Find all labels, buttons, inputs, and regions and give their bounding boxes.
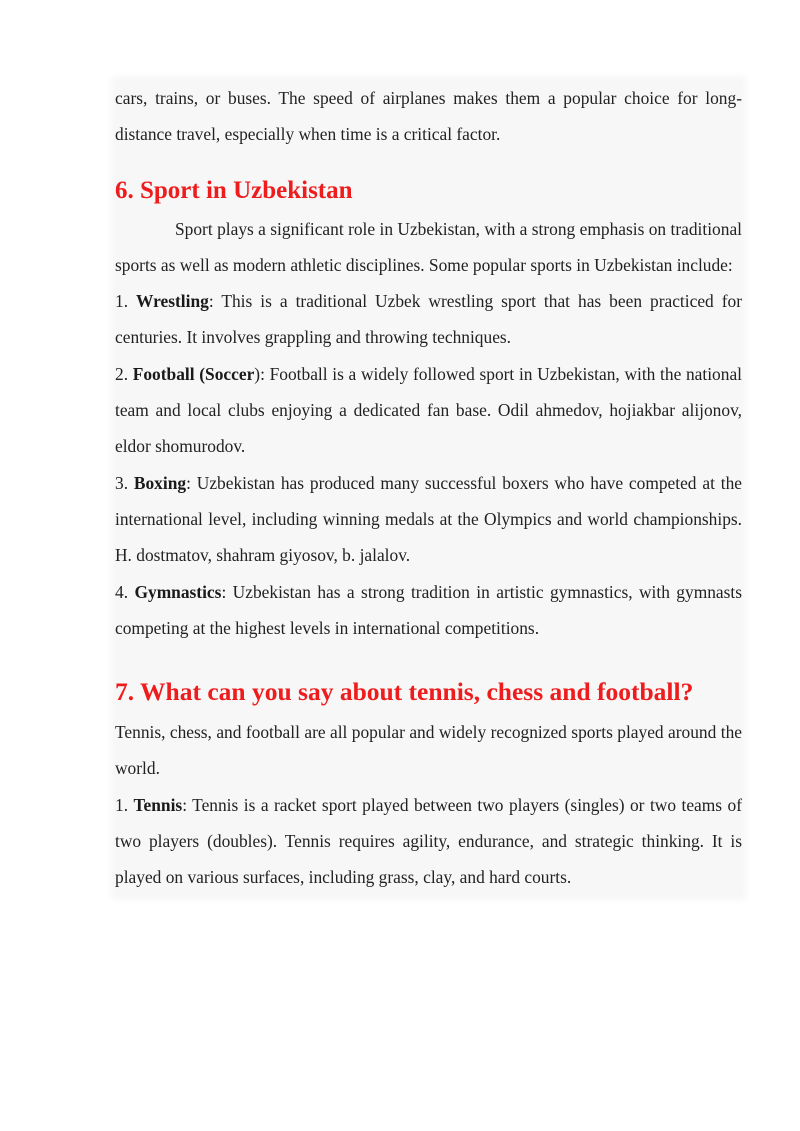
list-item-text: : Uzbekistan has produced many successful boxers who have competed at the international level, including winning medals at the Olympics and world championships. H. dostmatov, shahram giyosov, b. jalalov.: [115, 472, 742, 566]
list-item-number: 2.: [115, 363, 133, 384]
list-item-number: 1.: [115, 291, 137, 312]
list-item-number: 3.: [115, 472, 134, 493]
section-6-heading: 6. Sport in Uzbekistan: [115, 176, 353, 204]
list-item-text: : This is a traditional Uzbek wrestling sport that has been practiced for centuries. It involves grappling and throwing techniques.: [115, 291, 743, 348]
list-item-text: : Tennis is a racket sport played between two players (singles) or two teams of two players (doubles). Tennis requires agility, endurance, and strategic thinking. It is played on various surfaces, including grass, clay, and hard courts.: [115, 794, 743, 888]
list-item-tennis: [115, 787, 742, 896]
list-item-wrestling: [115, 283, 742, 356]
page-content: [115, 80, 742, 896]
list-item-term: Football (Soccer: [132, 363, 255, 384]
list-item-term: Gymnastics: [134, 581, 222, 602]
section-6-intro: Sport plays a significant role in Uzbekistan, with a strong emphasis on traditional sports as well as modern athletic disciplines. Some popular sports in Uzbekistan include:: [115, 218, 742, 275]
list-item-football: [115, 356, 742, 465]
list-item-number: 1.: [115, 794, 134, 815]
intro-paragraph: cars, trains, or buses. The speed of airplanes makes them a popular choice for long-distance travel, especially when time is a critical factor.: [115, 88, 742, 145]
section-7-intro: Tennis, chess, and football are all popular and widely recognized sports played around the world.: [115, 722, 742, 779]
list-item-term: Boxing: [133, 472, 187, 493]
list-item-term: Tennis: [133, 794, 183, 815]
list-item-text: ): Football is a widely followed sport in Uzbekistan, with the national team and local clubs enjoying a dedicated fan base. Odil ahmedov, hojiakbar alijonov, eldor shomurodov.: [115, 363, 742, 457]
list-item-gymnastics: [115, 574, 742, 647]
section-7-heading: 7. What can you say about tennis, chess and football?: [115, 677, 694, 707]
list-item-term: Wrestling: [136, 291, 209, 312]
list-item-boxing: [115, 465, 742, 574]
list-item-text: : Uzbekistan has a strong tradition in artistic gymnastics, with gymnasts competing at the highest levels in international competitions.: [115, 581, 743, 638]
list-item-number: 4.: [115, 581, 135, 602]
